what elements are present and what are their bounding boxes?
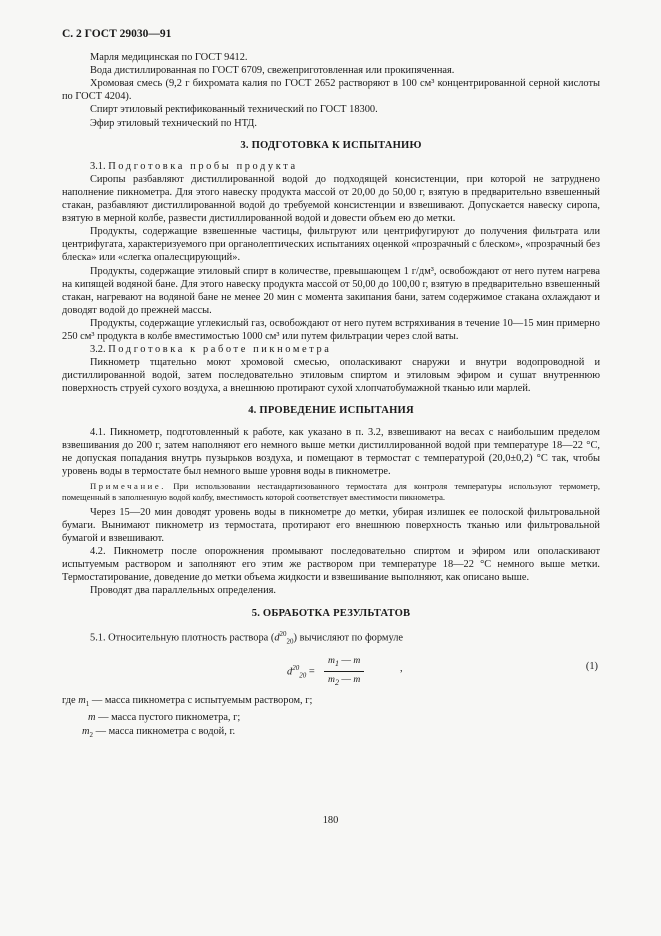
formula-comma: , — [400, 663, 403, 675]
density-subscript: 20 — [286, 637, 294, 646]
page-number: 180 — [322, 815, 339, 826]
definition-line: m — масса пустого пикнометра, г; — [88, 712, 241, 724]
subsection-number: 3.1. — [90, 160, 106, 172]
paragraph: Проводят два параллельных определения. — [90, 585, 277, 597]
paragraph: Продукты, содержащие углекислый газ, освобождают от него путем встряхивания в течение 10—15 мин примерно 250 см³ продукта в колбе вместимостью 1000 см³ или путем фильтрации через слой ваты. — [62, 317, 600, 342]
note — [62, 481, 600, 503]
section-5-title: 5. ОБРАБОТКА РЕЗУЛЬТАТОВ — [251, 607, 411, 619]
subsection-title: Подготовка пробы продукта — [108, 160, 298, 172]
subsection-3-2-heading — [62, 343, 600, 356]
section-3-title: 3. ПОДГОТОВКА К ИСПЫТАНИЮ — [240, 139, 422, 151]
fraction-numerator: $m_1$ — m — [324, 654, 364, 672]
formula-number: (1) — [585, 661, 598, 673]
material-line: Марля медицинская по ГОСТ 9412. — [90, 52, 248, 64]
note-text: При использовании нестандартизованного термостата для контроля температуры используют термометр, помещенный в заполненную водой колбу, вместимость которой соответствует вместимости пикнометра. — [62, 480, 600, 502]
document-page — [62, 28, 600, 742]
definition-line: $m_2$ — масса пикнометра с водой, г. — [82, 725, 236, 739]
material-line: Эфир этиловый технический по НТД. — [90, 117, 257, 129]
material-line: Хромовая смесь (9,2 г бихромата калия по ГОСТ 2652 растворяют в 100 см³ концентрированной серной кислоты по ГОСТ 4204). — [62, 78, 600, 103]
where-prefix: где — [62, 695, 76, 707]
fraction-denominator: $m_2$ — m — [328, 674, 361, 688]
paragraph: 4.1. Пикнометр, подготовленный к работе, как указано в п. 3.2, взвешивают на весах с наибольшим пределом взвешивания до 200 г, затем наполняют его немного выше метки дистиллированной водой при температуре 18—22 °С, не допуская попадания внутрь пузырьков воздуха, и помещают в термостат с температурой (20,0±0,2) °С так, чтобы уровень воды в термостате был немного выше уровня воды в пикнометре. — [62, 426, 600, 477]
note-label: Примечание. — [90, 480, 167, 491]
paragraph — [62, 628, 600, 649]
subsection-title: Подготовка к работе пикнометра — [108, 344, 332, 356]
density-superscript: 20 — [279, 629, 287, 638]
formula-fraction — [324, 654, 364, 689]
variable-definitions — [62, 694, 600, 741]
paragraph: Через 15—20 мин доводят уровень воды в пикнометре до метки, убирая излишек ее полоской фильтровальной бумаги. Вынимают пикнометр из термостата, протирают его внешнюю поверхность тканью или фильтровальной бумагой и взвешивают. — [62, 506, 600, 545]
paragraph: Продукты, содержащие этиловый спирт в количестве, превышающем 1 г/дм³, освобождают от него путем нагрева на кипящей водяной бане. Для этого навеску продукта массой от 50,00 до 100,00 г, взятую в предварительно взвешенный стакан, нагревают на водяной бане не менее 20 мин с момента закипания бани, затем содержимое стакана охлаждают и доводят водой до прежней массы. — [62, 265, 600, 316]
page-header: С. 2 ГОСТ 29030—91 — [62, 28, 172, 40]
material-line: Вода дистиллированная по ГОСТ 6709, свежеприготовленная или прокипяченная. — [90, 65, 455, 77]
density-symbol: d — [274, 632, 280, 644]
formula-lhs: $d^{20}_{20}$ = — [287, 664, 315, 680]
material-line: Спирт этиловый ректификованный технический по ГОСТ 18300. — [90, 104, 378, 116]
subsection-3-1-heading — [62, 160, 600, 173]
definition-line: где $m_1$ — масса пикнометра с испытуемым раствором, г; — [62, 695, 313, 709]
formula-1 — [62, 652, 600, 688]
section-4-title: 4. ПРОВЕДЕНИЕ ИСПЫТАНИЯ — [248, 405, 414, 417]
paragraph: Сиропы разбавляют дистиллированной водой до подходящей консистенции, при которой не затруднено наполнение пикнометра. Для этого навеску продукта массой от 20,00 до 50,00 г, взятую в предварительно взвешенный стакан, разбавляют дистиллированной водой до требуемой консистенции и взвешивают. Допускается навеску сиропа, взятую в мерной колбе, развести дистиллированной водой и довести объем ею до метки. — [62, 173, 600, 225]
paragraph: Пикнометр тщательно моют хромовой смесью, ополаскивают снаружи и внутри водопроводной и дистиллированной водой, затем последовательно этиловым спиртом и этиловым эфиром и сушат внутреннюю поверхность струей сухого воздуха, а внешнюю протирают сухой хлопчатобумажной тканью или марлей. — [62, 357, 600, 395]
paragraph-text: ) вычисляют по формуле — [293, 632, 404, 644]
subsection-number: 3.2. — [90, 344, 106, 356]
paragraph: Продукты, содержащие взвешенные частицы, фильтруют или центрифугируют до получения фильтрата или центрифугата, характеризуемого при органолептических испытаниях оценкой «прозрачный с блеском», «прозрачный без блеска» или «слегка опалесцирующий». — [62, 226, 600, 264]
paragraph-text: 5.1. Относительную плотность раствора ( — [90, 632, 275, 644]
paragraph: 4.2. Пикнометр после опорожнения промывают последовательно спиртом и эфиром или ополаскивают испытуемым раствором и заполняют его этим же раствором при температуре 18—22 °С немного выше метки. Термостатирование, доведение до метки объема жидкости и взвешивание выполняют, как описано выше. — [62, 546, 600, 584]
